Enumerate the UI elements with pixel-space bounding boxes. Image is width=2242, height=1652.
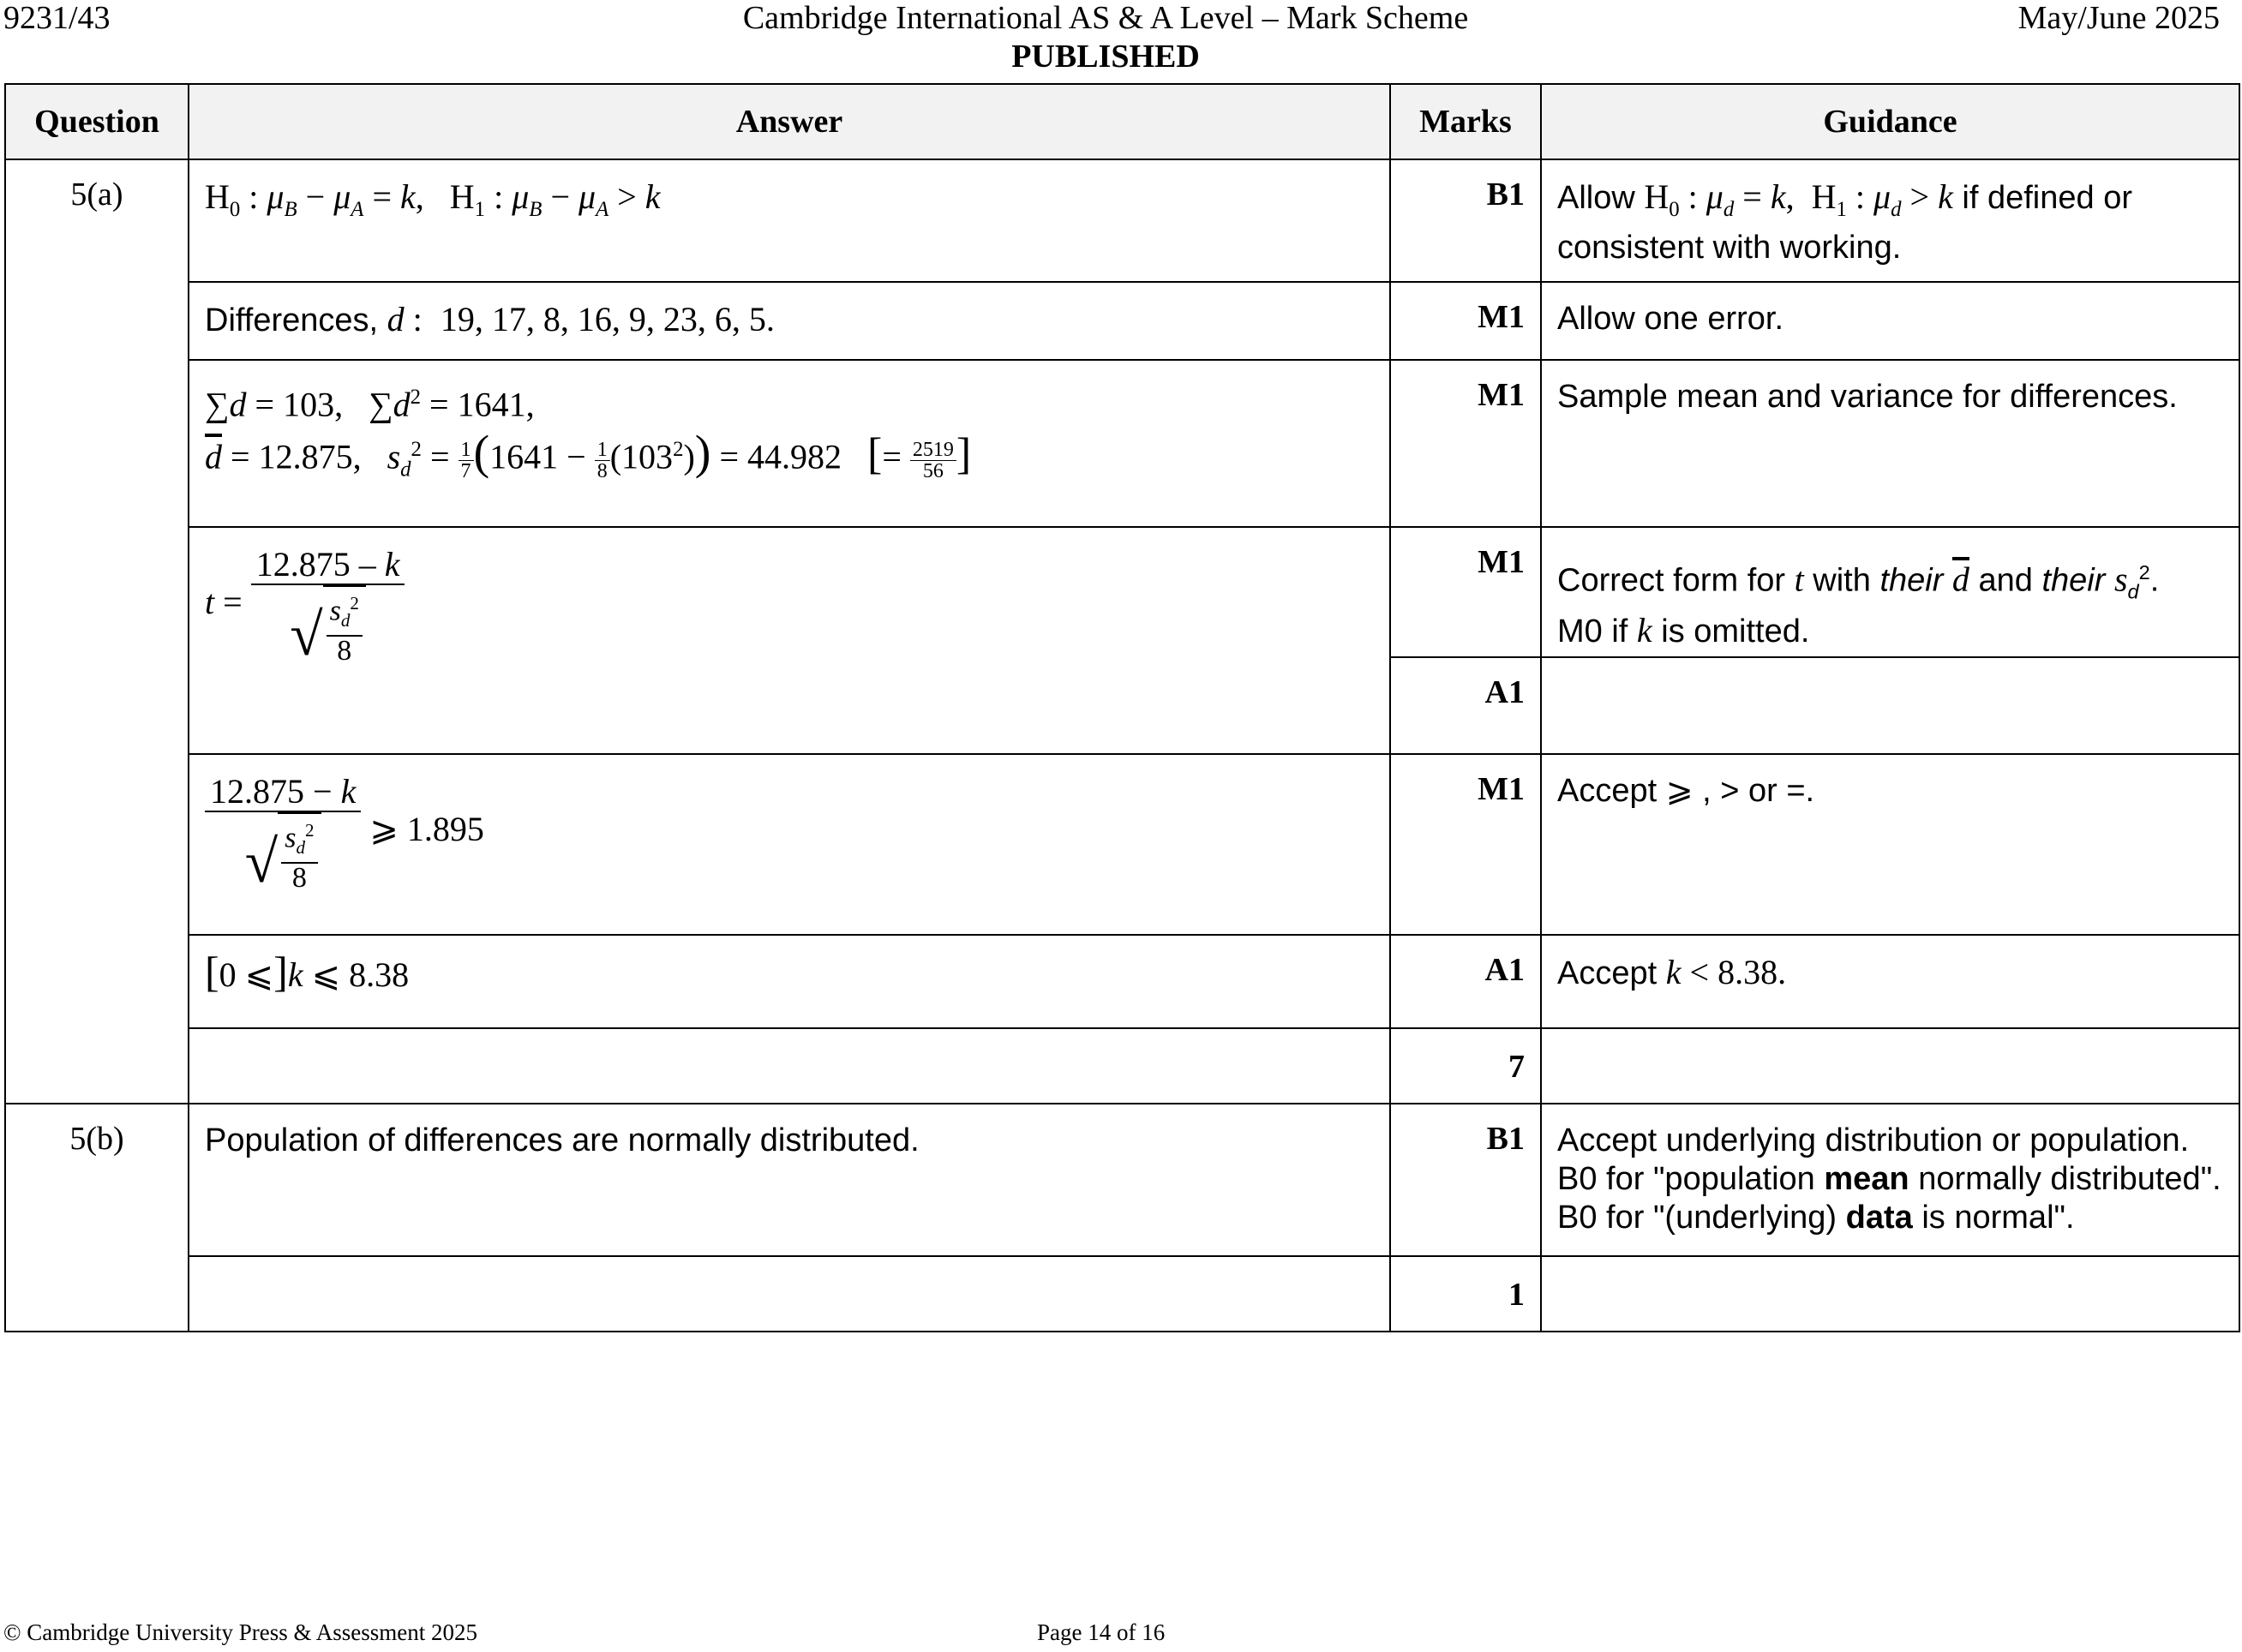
guidance-cell — [1541, 657, 2239, 754]
table-row — [5, 754, 2239, 935]
answer-cell — [189, 1256, 1390, 1332]
col-answer: Answer — [189, 84, 1390, 159]
mark-cell: B1 — [1390, 159, 1541, 282]
answer-cell — [189, 159, 1390, 282]
guidance-cell: Sample mean and variance for differences. — [1541, 360, 2239, 527]
guidance-cell: Allow one error. — [1541, 282, 2239, 360]
answer-cell — [189, 1028, 1390, 1104]
total-mark: 7 — [1390, 1028, 1541, 1104]
col-question: Question — [5, 84, 189, 159]
published-label: PUBLISHED — [1011, 39, 1200, 75]
exam-session: May/June 2025 — [2017, 0, 2220, 36]
mean-variance: $\overline{d} = 12.875$, $s_d^2$ = $\frac{1}{7}$ (1641 − $\frac{1}{8}$ $(103^2)) = 44.982$ [= $\frac{2519}{56}$ ] — [205, 426, 972, 482]
question-number: 5(a) — [5, 159, 189, 1104]
table-header-row — [5, 84, 2239, 159]
mark-cell: A1 — [1390, 657, 1541, 754]
total-mark: 1 — [1390, 1256, 1541, 1332]
table-row — [5, 282, 2239, 360]
table-row — [5, 1104, 2239, 1256]
k-range: [0 ⩽]k ⩽ 8.38 — [205, 948, 410, 996]
copyright-footer: © Cambridge University Press & Assessment 2025 — [3, 1619, 477, 1645]
document-title: Cambridge International AS & A Level – Mark Scheme — [742, 0, 1469, 36]
mark-cell: M1 — [1390, 527, 1541, 657]
guidance-cell: Accept underlying distribution or population. B0 for "population mean normally distributed". B0 for "(underlying) data is normal". — [1541, 1104, 2239, 1256]
mark-cell: M1 — [1390, 360, 1541, 527]
guidance-cell: Accept ⩾ , > or =. — [1541, 754, 2239, 935]
mark-cell: A1 — [1390, 935, 1541, 1028]
mark-cell: M1 — [1390, 282, 1541, 360]
answer-cell — [189, 527, 1390, 754]
table-row — [5, 527, 2239, 657]
table-row — [5, 159, 2239, 282]
question-number: 5(b) — [5, 1104, 189, 1332]
page-number: Page 14 of 16 — [1037, 1619, 1166, 1645]
guidance-cell: Accept k < 8.38. — [1541, 935, 2239, 1028]
col-marks: Marks — [1390, 84, 1541, 159]
answer-cell — [189, 754, 1390, 935]
t-statistic: t = 12.875 – k √ $s_d^2$ 8 — [205, 583, 405, 621]
answer-cell — [189, 935, 1390, 1028]
guidance-cell: Allow $H_0$ : $\mu_d = k$, $H_1$ : $\mu_d > k$ if defined or consistent with working. — [1541, 159, 2239, 282]
mark-scheme-table — [4, 83, 2240, 1332]
guidance-cell — [1541, 1256, 2239, 1332]
col-guidance: Guidance — [1541, 84, 2239, 159]
answer-cell: Population of differences are normally distributed. — [189, 1104, 1390, 1256]
table-row — [5, 1028, 2239, 1104]
answer-cell — [189, 360, 1390, 527]
paper-code: 9231/43 — [3, 0, 111, 36]
sums: ∑d = 103, $\sum d^2 = 1641$, — [205, 385, 535, 424]
answer-cell: Differences, d : 19, 17, 8, 16, 9, 23, 6, 5. — [189, 282, 1390, 360]
guidance-cell — [1541, 1028, 2239, 1104]
table-row — [5, 935, 2239, 1028]
hypotheses: $H_0$ : $\mu_B - \mu_A = k$, $H_1$ : $\mu_B - \mu_A > k$ — [205, 177, 661, 221]
inequality: 12.875 − k √ $s_d^2$ 8 ⩾ 1.895 — [205, 810, 484, 848]
table-row — [5, 1256, 2239, 1332]
mark-cell: B1 — [1390, 1104, 1541, 1256]
guidance-cell: Correct form for t with their $\overline{d}$ and their $s_d^2$. M0 if k is omitted. — [1541, 527, 2239, 657]
mark-cell: M1 — [1390, 754, 1541, 935]
table-row — [5, 360, 2239, 527]
